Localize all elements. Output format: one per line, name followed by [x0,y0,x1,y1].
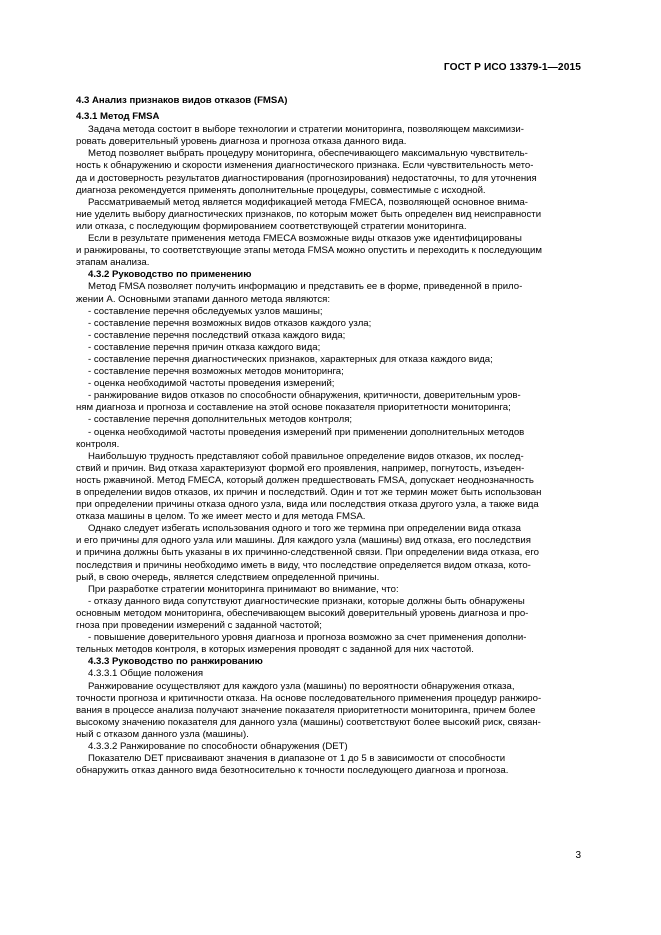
text-line: Ранжирование осуществляют для каждого узла (машины) по вероятности обнаружения отказа, [88,680,515,692]
list-item: - составление перечня возможных видов отказов каждого узла; [88,317,372,329]
text-line: рый, в свою очередь, является следствием определенной причины. [76,571,380,583]
list-item: - составление перечня причин отказа каждого вида; [88,341,321,353]
text-line: Рассматриваемый метод является модификацией метода FMECA, позволяющей основное внима- [88,196,528,208]
text-line: диагноза рекомендуется применять дополнительные процедуры, совместимые с исходной. [76,184,486,196]
list-item: - оценка необходимой частоты проведения измерений при применении дополнительных методов [88,426,525,438]
text-line: контроля. [76,438,120,450]
text-line: этапам анализа. [76,257,150,269]
text-line: ням диагноза и прогноза и составление на этой основе показателя приоритетности мониторинга; [76,402,511,414]
text-line: ствий и причин. Вид отказа характеризуют формой его проявления, например, погнутость, изъеден- [76,462,525,474]
text-line: Метод позволяет выбрать процедуру мониторинга, обеспечивающего максимальную чувствитель- [88,148,528,160]
text-line: вания в процессе анализа получают значение показателя приоритетности мониторинга, причем более [76,704,536,716]
list-item: - составление перечня последствий отказа каждого вида; [88,329,346,341]
section-heading-4-3: 4.3 Анализ признаков видов отказов (FMSA) [76,95,288,106]
text-line: и причина должны быть указаны в их причинно-следственной связи. При определении вида отказа, его [76,547,539,559]
text-line: последствия и причины необходимо иметь в виду, что последствие определяется видом отказа, кото- [76,559,531,571]
text-line: обнаружить отказ данного вида безотносительно к точности последующего диагноза и прогноза. [76,765,509,777]
document-body [76,95,581,777]
text-line: ровать доверительный уровень диагноза и прогноза отказа данного вида. [76,136,407,148]
subsection-heading: 4.3.3.1 Общие положения [88,668,204,680]
text-line: ние уделить выбору диагностических признаков, по которым может быть определен вид неисправности [76,208,542,220]
text-line: тельных методов контроля, в которых измерения проводят с заданной для них частотой. [76,644,474,656]
text-line: Показателю DET присваивают значения в диапазоне от 1 до 5 в зависимости от способности [88,753,506,765]
list-item: - повышение доверительного уровня диагноза и прогноза возможно за счет применения дополни- [88,632,527,644]
text-block-3 [76,668,581,777]
text-line: ность ржавчиной. Метод FMECA, который должен предшествовать FMSA, допускает неоднозначность [76,474,534,486]
text-line: ный с отказом данного узла (машины). [76,728,249,740]
list-item: - составление перечня возможных методов мониторинга; [88,366,344,378]
list-item: - ранжирование видов отказов по способности обнаружения, критичности, доверительным уров- [88,390,521,402]
page-number: 3 [575,850,581,861]
standard-header: ГОСТ Р ИСО 13379-1—2015 [443,62,581,73]
text-line: ность к обнаружению и скорости изменения диагностического признака. Если чувствительность мето- [76,160,534,172]
text-line: и ранжированы, то соответствующие этапы метода FMSA можно опустить и переходить к последующим [76,245,542,257]
text-block-1 [76,124,581,269]
text-line: основным методом мониторинга, обеспечивающем высокий доверительный уровень диагноза и про- [76,607,529,619]
text-line: жении А. Основными этапами данного метода являются: [76,293,330,305]
list-item: - оценка необходимой частоты проведения измерений; [88,378,335,390]
text-block-2 [76,281,581,656]
text-line: отказа машины в целом. То же имеет место и для метода FMSA. [76,511,366,523]
list-item: - составление перечня диагностических признаков, характерных для отказа каждого вида; [88,353,493,365]
text-line: да и достоверность результатов диагностирования (прогнозирования) недостаточны, то для уточнения [76,172,537,184]
list-item: - составление перечня обследуемых узлов машины; [88,305,323,317]
section-heading-4-3-1: 4.3.1 Метод FMSA [76,111,160,123]
text-line: высокому значению показателя для данного узла (машины) соответствуют более высокий риск, связан- [76,716,541,728]
text-line: Если в результате применения метода FMECA возможные виды отказов уже идентифицированы [88,233,522,245]
text-line: Задача метода состоит в выборе технологии и стратегии мониторинга, позволяющем максимизи- [88,124,524,136]
section-heading-4-3-2: 4.3.2 Руководство по применению [88,269,252,281]
text-line: или отказа, с последующим формированием соответствующей стратегии мониторинга. [76,220,467,232]
list-item: - составление перечня дополнительных методов контроля; [88,414,353,426]
text-line: При разработке стратегии мониторинга принимают во внимание, что: [88,583,399,595]
text-line: Однако следует избегать использования одного и того же термина при определении вида отказа [88,523,521,535]
text-line: точности прогноза и критичности отказа. На основе последовательного применения процедур ранжиро- [76,692,542,704]
subsection-heading: 4.3.3.2 Ранжирование по способности обнаружения (DET) [88,740,348,752]
text-line: в определении видов отказов, их причин и последствий. Один и тот же термин может быть использован [76,487,542,498]
text-line: Метод FMSA позволяет получить информацию и представить ее в форме, приведенной в прило- [88,281,523,293]
text-line: и его причины для одного узла или машины. Для каждого узла (машины) вид отказа, его последствия [76,535,531,547]
text-line: Наибольшую трудность представляют собой правильное определение видов отказов, их послед- [88,450,524,462]
text-line: при определении причины отказа одного узла, вида или последствия отказа другого узла, а также вида [76,499,539,511]
text-line: гноза при проведении измерений с заданной частотой; [76,620,322,632]
list-item: - отказу данного вида сопутствуют диагностические признаки, которые должны быть обнаружены [88,595,525,607]
section-heading-4-3-3: 4.3.3 Руководство по ранжированию [88,656,263,668]
